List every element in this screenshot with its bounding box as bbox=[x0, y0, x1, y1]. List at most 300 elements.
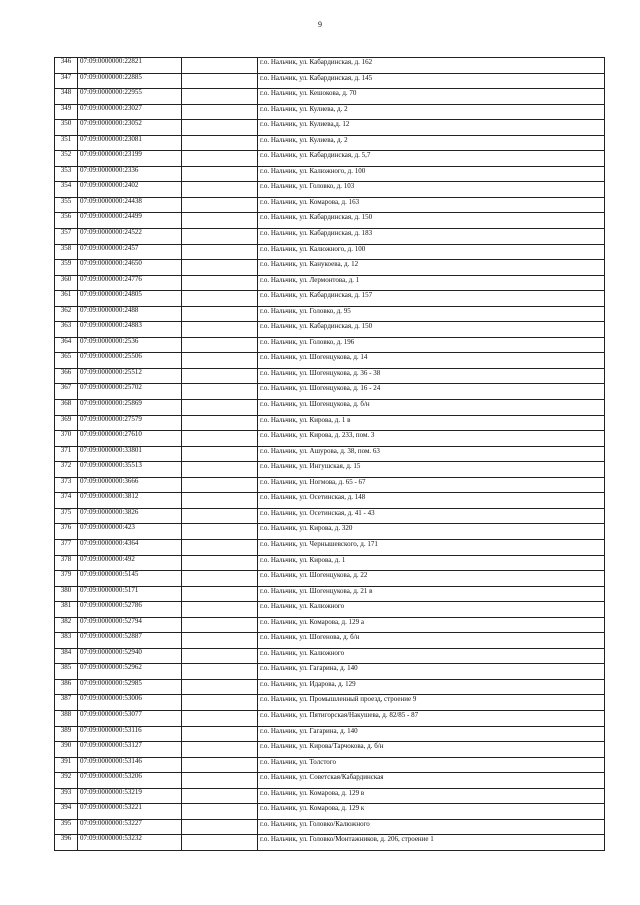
address-cell bbox=[258, 710, 605, 726]
address-cell bbox=[258, 679, 605, 695]
table-row bbox=[55, 726, 605, 742]
address-cell bbox=[258, 337, 605, 353]
table-row bbox=[55, 229, 605, 245]
table-row bbox=[55, 508, 605, 524]
row-number: 355 bbox=[55, 197, 78, 213]
table-row bbox=[55, 742, 605, 758]
empty-cell bbox=[182, 73, 258, 89]
empty-cell bbox=[182, 120, 258, 136]
address-text: г.о. Нальчик, ул. Комарова, д. 129 к bbox=[260, 804, 365, 813]
cadastral-number: 07:09:0000000:4364 bbox=[78, 539, 182, 555]
address-text: г.о. Нальчик, ул. Кабардинская, д. 162 bbox=[260, 58, 373, 66]
row-number: 379 bbox=[55, 571, 78, 587]
cadastral-number: 07:09:0000000:52985 bbox=[78, 679, 182, 695]
row-number: 370 bbox=[55, 431, 78, 447]
row-number: 376 bbox=[55, 524, 78, 540]
address-text: г.о. Нальчик, ул. Гагарина, д. 140 bbox=[260, 726, 358, 735]
cadastral-number: 07:09:0000000:2457 bbox=[78, 244, 182, 260]
empty-cell bbox=[182, 788, 258, 804]
address-cell bbox=[258, 804, 605, 820]
table-row bbox=[55, 73, 605, 89]
row-number: 348 bbox=[55, 89, 78, 105]
empty-cell bbox=[182, 244, 258, 260]
cadastral-number: 07:09:0000000:2402 bbox=[78, 182, 182, 198]
cadastral-number: 07:09:0000000:33801 bbox=[78, 446, 182, 462]
address-cell bbox=[258, 89, 605, 105]
cadastral-number: 07:09:0000000:23052 bbox=[78, 120, 182, 136]
row-number: 387 bbox=[55, 695, 78, 711]
table-row bbox=[55, 524, 605, 540]
empty-cell bbox=[182, 213, 258, 229]
address-text: г.о. Нальчик, ул. Ногмова, д. 65 - 67 bbox=[260, 477, 366, 486]
address-text: г.о. Нальчик, ул. Шогенцукова, д. 14 bbox=[260, 353, 368, 362]
address-cell bbox=[258, 368, 605, 384]
address-cell bbox=[258, 555, 605, 571]
table-row bbox=[55, 571, 605, 587]
address-text: г.о. Нальчик, ул. Шогенцукова, д. 22 bbox=[260, 571, 368, 580]
row-number: 346 bbox=[55, 58, 78, 74]
empty-cell bbox=[182, 104, 258, 120]
address-cell bbox=[258, 400, 605, 416]
empty-cell bbox=[182, 555, 258, 571]
row-number: 357 bbox=[55, 229, 78, 245]
cadastral-number: 07:09:0000000:2336 bbox=[78, 166, 182, 182]
empty-cell bbox=[182, 508, 258, 524]
address-text: г.о. Нальчик, ул. Калюжного, д. 100 bbox=[260, 166, 366, 175]
cadastral-number: 07:09:0000000:25512 bbox=[78, 368, 182, 384]
address-cell bbox=[258, 275, 605, 291]
table-row bbox=[55, 244, 605, 260]
address-cell bbox=[258, 524, 605, 540]
empty-cell bbox=[182, 773, 258, 789]
empty-cell bbox=[182, 384, 258, 400]
empty-cell bbox=[182, 462, 258, 478]
address-cell bbox=[258, 182, 605, 198]
row-number: 352 bbox=[55, 151, 78, 167]
cadastral-number: 07:09:0000000:27610 bbox=[78, 431, 182, 447]
address-cell bbox=[258, 353, 605, 369]
empty-cell bbox=[182, 664, 258, 680]
page-number: 9 bbox=[318, 20, 322, 29]
row-number: 394 bbox=[55, 804, 78, 820]
table-row bbox=[55, 337, 605, 353]
empty-cell bbox=[182, 835, 258, 851]
address-cell bbox=[258, 446, 605, 462]
table-row bbox=[55, 710, 605, 726]
empty-cell bbox=[182, 493, 258, 509]
row-number: 361 bbox=[55, 291, 78, 307]
table-row bbox=[55, 695, 605, 711]
row-number: 395 bbox=[55, 819, 78, 835]
address-cell bbox=[258, 104, 605, 120]
cadastral-number: 07:09:0000000:53077 bbox=[78, 710, 182, 726]
empty-cell bbox=[182, 742, 258, 758]
cadastral-number: 07:09:0000000:53146 bbox=[78, 757, 182, 773]
address-cell bbox=[258, 322, 605, 338]
empty-cell bbox=[182, 291, 258, 307]
table-row bbox=[55, 493, 605, 509]
row-number: 356 bbox=[55, 213, 78, 229]
row-number: 378 bbox=[55, 555, 78, 571]
address-text: г.о. Нальчик, ул. Шогенцукова, д. 16 - 24 bbox=[260, 384, 381, 393]
row-number: 365 bbox=[55, 353, 78, 369]
table-row bbox=[55, 291, 605, 307]
table-row bbox=[55, 819, 605, 835]
address-text: г.о. Нальчик, ул. Кабардинская, д. 157 bbox=[260, 291, 373, 300]
table-row bbox=[55, 586, 605, 602]
row-number: 393 bbox=[55, 788, 78, 804]
cadastral-number: 07:09:0000000:53232 bbox=[78, 835, 182, 851]
cadastral-number: 07:09:0000000:53116 bbox=[78, 726, 182, 742]
address-text: г.о. Нальчик, ул. Гагарина, д. 140 bbox=[260, 664, 358, 673]
address-text: г.о. Нальчик, ул. Идарова, д. 129 bbox=[260, 679, 356, 688]
table-row bbox=[55, 353, 605, 369]
row-number: 350 bbox=[55, 120, 78, 136]
empty-cell bbox=[182, 353, 258, 369]
address-text: г.о. Нальчик, ул. Шогенова, д. б/н bbox=[260, 633, 360, 642]
address-cell bbox=[258, 151, 605, 167]
address-cell bbox=[258, 602, 605, 618]
row-number: 354 bbox=[55, 182, 78, 198]
address-text: г.о. Нальчик, ул. Калюжного, д. 100 bbox=[260, 244, 366, 253]
empty-cell bbox=[182, 89, 258, 105]
address-text: г.о. Нальчик, ул. Лермонтова, д. 1 bbox=[260, 275, 360, 284]
table-row bbox=[55, 602, 605, 618]
empty-cell bbox=[182, 400, 258, 416]
row-number: 358 bbox=[55, 244, 78, 260]
empty-cell bbox=[182, 337, 258, 353]
cadastral-number: 07:09:0000000:22955 bbox=[78, 89, 182, 105]
empty-cell bbox=[182, 757, 258, 773]
empty-cell bbox=[182, 726, 258, 742]
cadastral-table bbox=[54, 57, 605, 851]
empty-cell bbox=[182, 524, 258, 540]
address-text: г.о. Нальчик, ул. Толстого bbox=[260, 757, 336, 766]
address-text: г.о. Нальчик, ул. Кулиева,д. 12 bbox=[260, 120, 350, 129]
cadastral-number: 07:09:0000000:52940 bbox=[78, 648, 182, 664]
address-text: г.о. Нальчик, ул. Кирова, д. 1 в bbox=[260, 415, 351, 424]
address-cell bbox=[258, 571, 605, 587]
address-cell bbox=[258, 431, 605, 447]
address-text: г.о. Нальчик, ул. Комарова, д. 163 bbox=[260, 197, 360, 206]
table-row bbox=[55, 633, 605, 649]
row-number: 383 bbox=[55, 633, 78, 649]
empty-cell bbox=[182, 306, 258, 322]
empty-cell bbox=[182, 695, 258, 711]
cadastral-number: 07:09:0000000:23081 bbox=[78, 135, 182, 151]
address-text: г.о. Нальчик, ул. Советская/Кабардинская bbox=[260, 773, 384, 782]
table-row bbox=[55, 477, 605, 493]
address-text: г.о. Нальчик, ул. Головко, д. 196 bbox=[260, 337, 355, 346]
address-cell bbox=[258, 477, 605, 493]
empty-cell bbox=[182, 477, 258, 493]
address-text: г.о. Нальчик, ул. Кабардинская, д. 150 bbox=[260, 322, 373, 331]
row-number: 377 bbox=[55, 539, 78, 555]
row-number: 360 bbox=[55, 275, 78, 291]
table-row bbox=[55, 804, 605, 820]
address-cell bbox=[258, 664, 605, 680]
row-number: 380 bbox=[55, 586, 78, 602]
cadastral-number: 07:09:0000000:24805 bbox=[78, 291, 182, 307]
table-row bbox=[55, 679, 605, 695]
address-cell bbox=[258, 291, 605, 307]
cadastral-number: 07:09:0000000:53221 bbox=[78, 804, 182, 820]
row-number: 386 bbox=[55, 679, 78, 695]
cadastral-number: 07:09:0000000:52786 bbox=[78, 602, 182, 618]
address-cell bbox=[258, 508, 605, 524]
row-number: 367 bbox=[55, 384, 78, 400]
empty-cell bbox=[182, 275, 258, 291]
cadastral-number: 07:09:0000000:52794 bbox=[78, 617, 182, 633]
address-text: г.о. Нальчик, ул. Кулиева, д. 2 bbox=[260, 104, 348, 113]
table-row bbox=[55, 431, 605, 447]
table-row bbox=[55, 773, 605, 789]
address-cell bbox=[258, 757, 605, 773]
address-cell bbox=[258, 135, 605, 151]
empty-cell bbox=[182, 166, 258, 182]
address-text: г.о. Нальчик, ул. Кабардинская, д. 183 bbox=[260, 229, 373, 238]
address-text: г.о. Нальчик, ул. Кешокова, д. 70 bbox=[260, 89, 357, 98]
table-row bbox=[55, 617, 605, 633]
cadastral-number: 07:09:0000000:5171 bbox=[78, 586, 182, 602]
row-number: 373 bbox=[55, 477, 78, 493]
cadastral-number: 07:09:0000000:53006 bbox=[78, 695, 182, 711]
table-row bbox=[55, 151, 605, 167]
cadastral-number: 07:09:0000000:22885 bbox=[78, 73, 182, 89]
table-row bbox=[55, 260, 605, 276]
table-row bbox=[55, 213, 605, 229]
address-cell bbox=[258, 73, 605, 89]
table-row bbox=[55, 664, 605, 680]
table-row bbox=[55, 539, 605, 555]
table-row bbox=[55, 446, 605, 462]
address-text: г.о. Нальчик, ул. Кабардинская, д. 150 bbox=[260, 213, 373, 222]
address-cell bbox=[258, 742, 605, 758]
address-text: г.о. Нальчик, ул. Головко/Калюжного bbox=[260, 819, 370, 828]
row-number: 390 bbox=[55, 742, 78, 758]
cadastral-number: 07:09:0000000:3812 bbox=[78, 493, 182, 509]
address-text: г.о. Нальчик, ул. Калюжного bbox=[260, 648, 345, 657]
address-text: г.о. Нальчик, ул. Кулиева, д. 2 bbox=[260, 135, 348, 144]
row-number: 349 bbox=[55, 104, 78, 120]
row-number: 391 bbox=[55, 757, 78, 773]
cadastral-number: 07:09:0000000:35513 bbox=[78, 462, 182, 478]
row-number: 366 bbox=[55, 368, 78, 384]
address-cell bbox=[258, 819, 605, 835]
empty-cell bbox=[182, 586, 258, 602]
address-cell bbox=[258, 493, 605, 509]
table-row bbox=[55, 462, 605, 478]
address-text: г.о. Нальчик, ул. Калюжного bbox=[260, 602, 345, 611]
row-number: 371 bbox=[55, 446, 78, 462]
row-number: 374 bbox=[55, 493, 78, 509]
empty-cell bbox=[182, 602, 258, 618]
cadastral-number: 07:09:0000000:24883 bbox=[78, 322, 182, 338]
address-text: г.о. Нальчик, ул. Ашурова, д. 38, пом. 63 bbox=[260, 446, 380, 455]
row-number: 362 bbox=[55, 306, 78, 322]
address-cell bbox=[258, 617, 605, 633]
address-cell bbox=[258, 306, 605, 322]
empty-cell bbox=[182, 571, 258, 587]
table-row bbox=[55, 58, 605, 74]
row-number: 363 bbox=[55, 322, 78, 338]
row-number: 353 bbox=[55, 166, 78, 182]
address-cell bbox=[258, 648, 605, 664]
row-number: 375 bbox=[55, 508, 78, 524]
address-cell bbox=[258, 586, 605, 602]
table-row bbox=[55, 400, 605, 416]
table-row bbox=[55, 197, 605, 213]
row-number: 388 bbox=[55, 710, 78, 726]
empty-cell bbox=[182, 819, 258, 835]
empty-cell bbox=[182, 260, 258, 276]
empty-cell bbox=[182, 415, 258, 431]
cadastral-number: 07:09:0000000:53227 bbox=[78, 819, 182, 835]
empty-cell bbox=[182, 197, 258, 213]
row-number: 384 bbox=[55, 648, 78, 664]
cadastral-number: 07:09:0000000:2536 bbox=[78, 337, 182, 353]
cadastral-number: 07:09:0000000:53127 bbox=[78, 742, 182, 758]
row-number: 368 bbox=[55, 400, 78, 416]
empty-cell bbox=[182, 58, 258, 74]
address-cell bbox=[258, 229, 605, 245]
address-cell bbox=[258, 166, 605, 182]
address-text: г.о. Нальчик, ул. Кабардинская, д. 145 bbox=[260, 73, 373, 82]
table-row bbox=[55, 182, 605, 198]
cadastral-number: 07:09:0000000:25869 bbox=[78, 400, 182, 416]
row-number: 392 bbox=[55, 773, 78, 789]
table-row bbox=[55, 166, 605, 182]
cadastral-number: 07:09:0000000:25506 bbox=[78, 353, 182, 369]
address-cell bbox=[258, 835, 605, 851]
address-text: г.о. Нальчик, ул. Головко, д. 103 bbox=[260, 182, 355, 191]
row-number: 364 bbox=[55, 337, 78, 353]
cadastral-number: 07:09:0000000:24650 bbox=[78, 260, 182, 276]
address-text: г.о. Нальчик, ул. Кирова, д. 1 bbox=[260, 555, 346, 564]
cadastral-number: 07:09:0000000:23199 bbox=[78, 151, 182, 167]
cadastral-number: 07:09:0000000:492 bbox=[78, 555, 182, 571]
address-text: г.о. Нальчик, ул. Промышленный проезд, строение 9 bbox=[260, 695, 417, 704]
address-text: г.о. Нальчик, ул. Шогенцукова, д. б/н bbox=[260, 400, 370, 409]
cadastral-number: 07:09:0000000:52887 bbox=[78, 633, 182, 649]
empty-cell bbox=[182, 539, 258, 555]
address-cell bbox=[258, 120, 605, 136]
address-cell bbox=[258, 213, 605, 229]
table-row bbox=[55, 648, 605, 664]
cadastral-number: 07:09:0000000:53206 bbox=[78, 773, 182, 789]
row-number: 382 bbox=[55, 617, 78, 633]
cadastral-number: 07:09:0000000:5145 bbox=[78, 571, 182, 587]
address-cell bbox=[258, 462, 605, 478]
row-number: 381 bbox=[55, 602, 78, 618]
empty-cell bbox=[182, 710, 258, 726]
table-row bbox=[55, 368, 605, 384]
address-text: г.о. Нальчик, ул. Осетинская, д. 148 bbox=[260, 493, 366, 502]
address-text: г.о. Нальчик, ул. Головко/Монтажников, д. 206, строение 1 bbox=[260, 835, 434, 844]
table-row bbox=[55, 415, 605, 431]
address-text: г.о. Нальчик, ул. Кирова, д. 233, пом. 3 bbox=[260, 431, 375, 440]
row-number: 347 bbox=[55, 73, 78, 89]
table-row bbox=[55, 384, 605, 400]
address-cell bbox=[258, 197, 605, 213]
cadastral-number: 07:09:0000000:24522 bbox=[78, 229, 182, 245]
empty-cell bbox=[182, 135, 258, 151]
empty-cell bbox=[182, 368, 258, 384]
cadastral-number: 07:09:0000000:52962 bbox=[78, 664, 182, 680]
address-cell bbox=[258, 384, 605, 400]
cadastral-number: 07:09:0000000:25702 bbox=[78, 384, 182, 400]
address-text: г.о. Нальчик, ул. Чернышевского, д. 171 bbox=[260, 539, 378, 548]
address-cell bbox=[258, 539, 605, 555]
address-cell bbox=[258, 633, 605, 649]
row-number: 385 bbox=[55, 664, 78, 680]
row-number: 351 bbox=[55, 135, 78, 151]
table-row bbox=[55, 757, 605, 773]
table-row bbox=[55, 135, 605, 151]
address-cell bbox=[258, 788, 605, 804]
empty-cell bbox=[182, 679, 258, 695]
cadastral-number: 07:09:0000000:22821 bbox=[78, 58, 182, 74]
table-row bbox=[55, 555, 605, 571]
cadastral-number: 07:09:0000000:24438 bbox=[78, 197, 182, 213]
table-row bbox=[55, 322, 605, 338]
table-row bbox=[55, 275, 605, 291]
cadastral-number: 07:09:0000000:23027 bbox=[78, 104, 182, 120]
address-text: г.о. Нальчик, ул. Ингушская, д. 15 bbox=[260, 462, 361, 471]
empty-cell bbox=[182, 229, 258, 245]
cadastral-number: 07:09:0000000:27579 bbox=[78, 415, 182, 431]
empty-cell bbox=[182, 617, 258, 633]
row-number: 396 bbox=[55, 835, 78, 851]
row-number: 369 bbox=[55, 415, 78, 431]
row-number: 389 bbox=[55, 726, 78, 742]
empty-cell bbox=[182, 431, 258, 447]
cadastral-number: 07:09:0000000:3666 bbox=[78, 477, 182, 493]
cadastral-number: 07:09:0000000:423 bbox=[78, 524, 182, 540]
address-cell bbox=[258, 726, 605, 742]
table-row bbox=[55, 104, 605, 120]
table-row bbox=[55, 788, 605, 804]
empty-cell bbox=[182, 804, 258, 820]
address-cell bbox=[258, 415, 605, 431]
empty-cell bbox=[182, 322, 258, 338]
table-row bbox=[55, 306, 605, 322]
table-row bbox=[55, 835, 605, 851]
address-text: г.о. Нальчик, ул. Канукоева, д. 12 bbox=[260, 260, 359, 269]
address-text: г.о. Нальчик, ул. Шогенцукова, д. 36 - 38 bbox=[260, 368, 381, 377]
address-cell bbox=[258, 58, 605, 74]
table-row bbox=[55, 89, 605, 105]
empty-cell bbox=[182, 182, 258, 198]
empty-cell bbox=[182, 633, 258, 649]
table-row bbox=[55, 120, 605, 136]
address-cell bbox=[258, 695, 605, 711]
table-body bbox=[55, 58, 605, 851]
address-text: г.о. Нальчик, ул. Комарова, д. 129 а bbox=[260, 617, 364, 626]
address-text: г.о. Нальчик, ул. Осетинская, д. 41 - 43 bbox=[260, 508, 375, 517]
cadastral-number: 07:09:0000000:24776 bbox=[78, 275, 182, 291]
address-cell bbox=[258, 773, 605, 789]
address-text: г.о. Нальчик, ул. Кабардинская, д. 5,7 bbox=[260, 151, 371, 160]
address-text: г.о. Нальчик, ул. Головко, д. 95 bbox=[260, 306, 351, 315]
cadastral-number: 07:09:0000000:53219 bbox=[78, 788, 182, 804]
cadastral-number: 07:09:0000000:24499 bbox=[78, 213, 182, 229]
empty-cell bbox=[182, 151, 258, 167]
row-number: 359 bbox=[55, 260, 78, 276]
address-text: г.о. Нальчик, ул. Пятигорская/Накушева, д. 82/85 - 87 bbox=[260, 710, 419, 719]
address-text: г.о. Нальчик, ул. Шогенцукова, д. 21 в bbox=[260, 586, 373, 595]
cadastral-number: 07:09:0000000:3826 bbox=[78, 508, 182, 524]
